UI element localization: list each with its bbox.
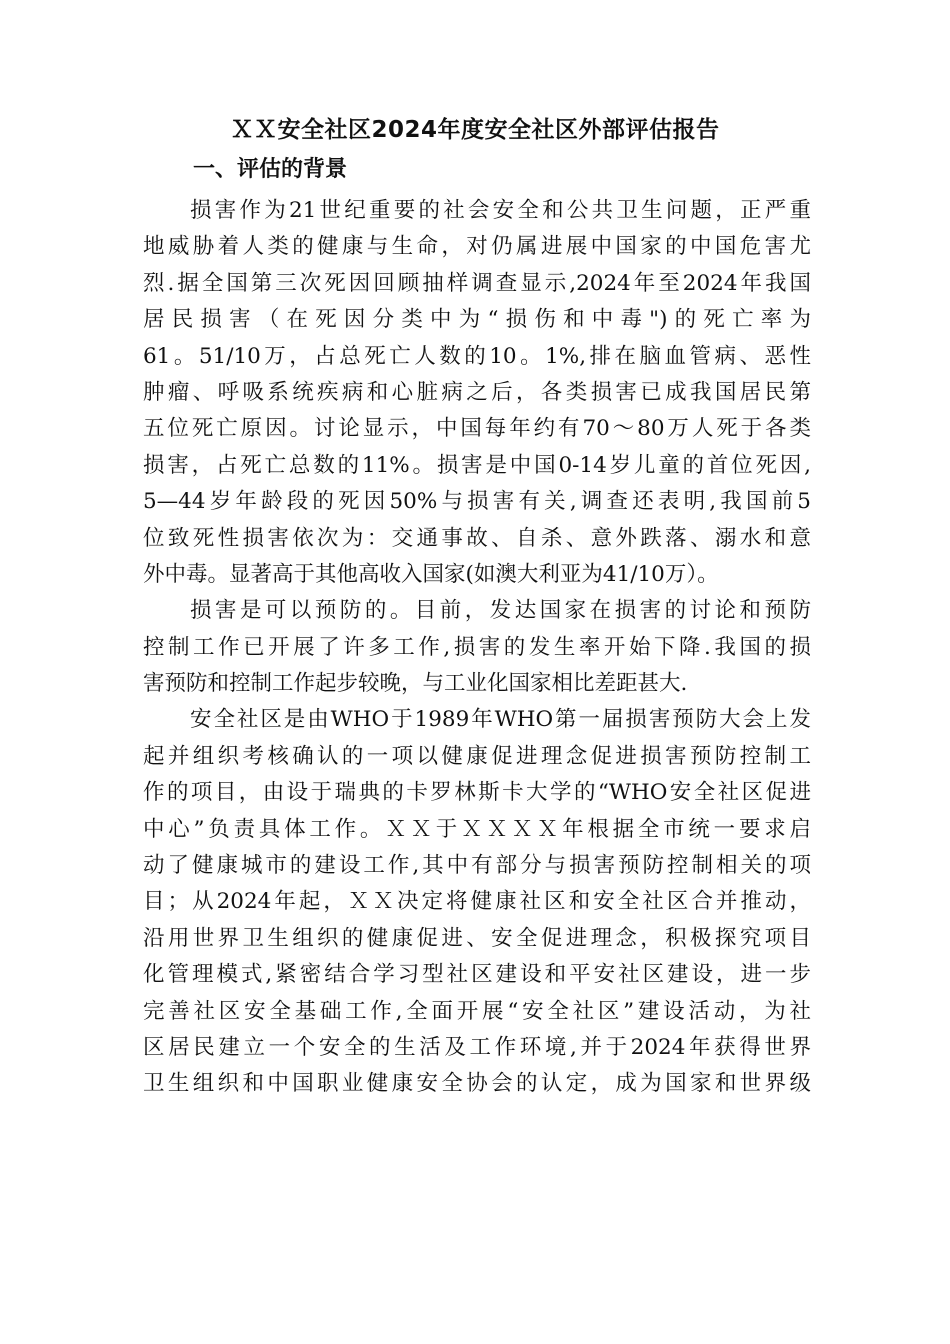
text-line: 卫生组织和中国职业健康安全协会的认定，成为国家和世界级 (143, 1071, 811, 1097)
text-line: 居民损害（在死因分类中为“损伤和中毒")的死亡率为 (143, 307, 811, 333)
paragraph (143, 193, 811, 593)
text-line: 化管理模式,紧密结合学习型社区建设和平安社区建设，进一步 (143, 962, 811, 988)
text-line: 五位死亡原因。讨论显示，中国每年约有70～80万人死于各类 (143, 416, 811, 442)
text-line: 起并组织考核确认的一项以健康促进理念促进损害预防控制工 (143, 743, 811, 769)
text-line: 作的项目，由设于瑞典的卡罗林斯卡大学的“WHO安全社区促进 (143, 780, 811, 806)
text-line: 5—44岁年龄段的死因50%与损害有关,调查还表明,我国前5 (143, 489, 811, 515)
document-title: ＸＸ安全社区2024年度安全社区外部评估报告 (230, 117, 720, 143)
section-heading: 一、评估的背景 (193, 157, 348, 182)
text-line: 动了健康城市的建设工作,其中有部分与损害预防控制相关的项 (143, 853, 811, 879)
text-line: 损害，占死亡总数的11%。损害是中国0-14岁儿童的首位死因, (143, 452, 811, 478)
document-body (143, 193, 811, 1103)
text-line: 区居民建立一个安全的生活及工作环境,并于2024年获得世界 (143, 1034, 811, 1060)
text-line: 肿瘤、呼吸系统疾病和心脏病之后，各类损害已成我国居民第 (143, 379, 811, 405)
text-line: 沿用世界卫生组织的健康促进、安全促进理念，积极探究项目 (143, 925, 811, 951)
paragraph (143, 593, 811, 702)
text-line: 目；从2024年起，ＸＸ决定将健康社区和安全社区合并推动， (143, 889, 811, 915)
text-line: 外中毒。显著高于其他高收入国家(如澳大利亚为41/10万）。 (143, 561, 719, 587)
text-line: 控制工作已开展了许多工作,损害的发生率开始下降.我国的损 (143, 634, 811, 660)
text-line: 安全社区是由WHO于1989年WHO第一届损害预防大会上发 (190, 707, 811, 733)
text-line: 害预防和控制工作起步较晚，与工业化国家相比差距甚大. (143, 671, 688, 697)
text-line: 位致死性损害依次为：交通事故、自杀、意外跌落、溺水和意 (143, 525, 811, 551)
text-line: 中心”负责具体工作。ＸＸ于ＸＸＸＸ年根据全市统一要求启 (143, 816, 811, 842)
text-line: 地威胁着人类的健康与生命，对仍属进展中国家的中国危害尤 (143, 234, 811, 260)
text-line: 61。51/10万，占总死亡人数的10。1%,排在脑血管病、恶性 (143, 343, 811, 369)
text-line: 完善社区安全基础工作,全面开展“安全社区”建设活动，为社 (143, 998, 811, 1024)
text-line: 烈.据全国第三次死因回顾抽样调查显示,2024年至2024年我国 (143, 270, 811, 296)
text-line: 损害作为21世纪重要的社会安全和公共卫生问题，正严重 (190, 198, 811, 223)
text-line: 损害是可以预防的。目前，发达国家在损害的讨论和预防 (190, 598, 811, 624)
paragraph (143, 702, 811, 1102)
